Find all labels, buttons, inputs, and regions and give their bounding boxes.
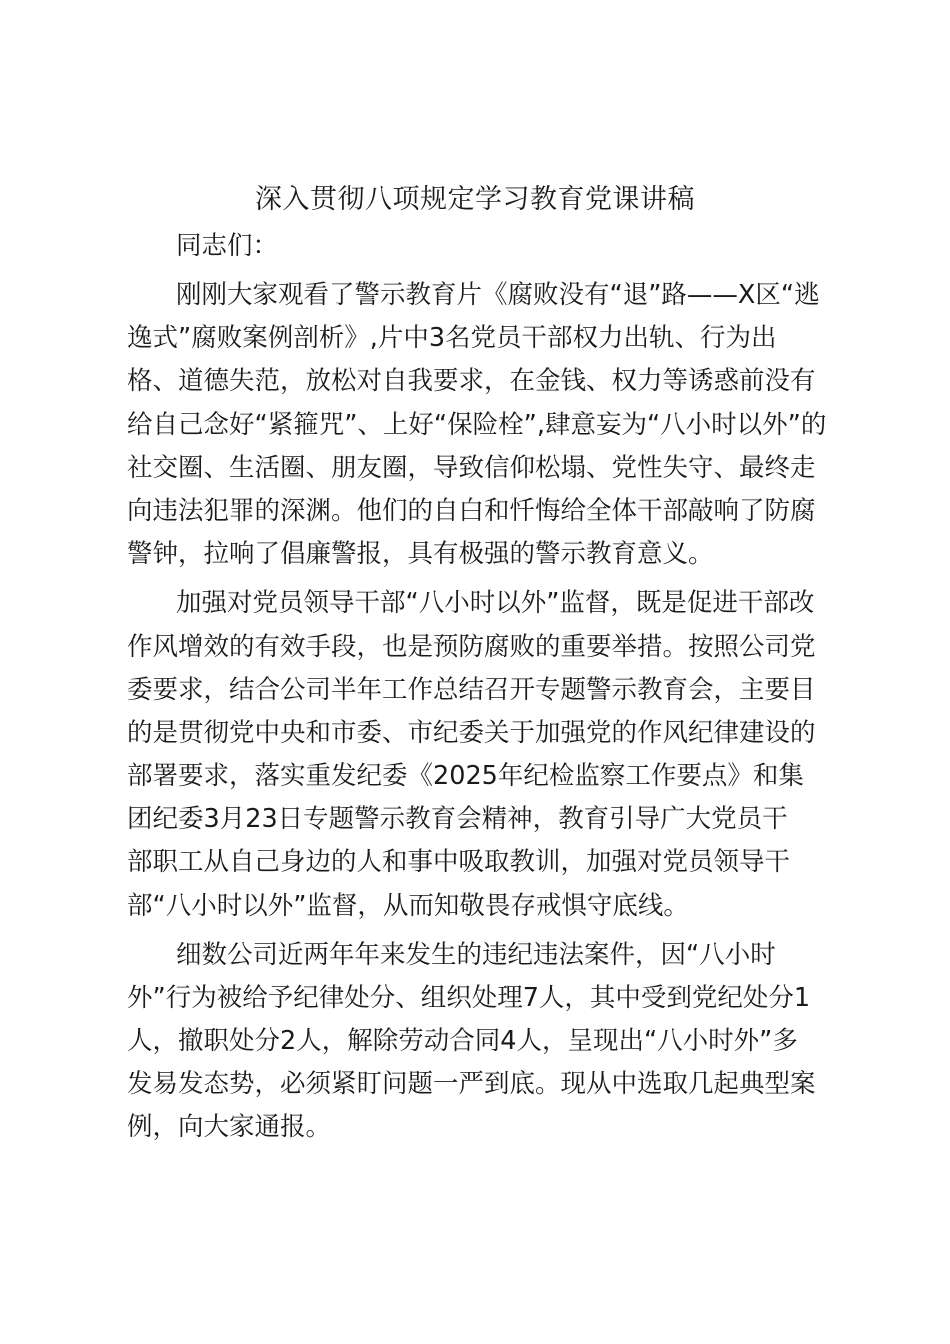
- paragraph-line: 警钟，拉响了倡廉警报，具有极强的警示教育意义。: [127, 539, 714, 569]
- paragraph-line: 作风增效的有效手段，也是预防腐败的重要举措。按照公司党: [127, 632, 816, 662]
- paragraph-line: 委要求，结合公司半年工作总结召开专题警示教育会，主要目: [127, 675, 816, 705]
- document-title: 深入贯彻八项规定学习教育党课讲稿: [255, 184, 695, 215]
- paragraph-line: 给自己念好“紧箍咒”、上好“保险栓”,肆意妄为“八小时以外”的: [127, 410, 827, 440]
- paragraph-line: 的是贯彻党中央和市委、市纪委关于加强党的作风纪律建设的: [127, 718, 816, 748]
- paragraph-line: 团纪委3月23日专题警示教育会精神，教育引导广大党员干: [127, 804, 788, 834]
- paragraph-line: 刚刚大家观看了警示教育片《腐败没有“退”路——X区“逃: [176, 280, 820, 310]
- salutation: 同志们：: [176, 231, 279, 261]
- paragraph-line: 例，向大家通报。: [127, 1112, 332, 1142]
- paragraph-line: 部职工从自己身边的人和事中吸取教训，加强对党员领导干: [127, 847, 791, 877]
- paragraph-line: 细数公司近两年年来发生的违纪违法案件，因“八小时: [176, 940, 776, 970]
- paragraph-line: 格、道德失范，放松对自我要求，在金钱、权力等诱惑前没有: [127, 366, 816, 396]
- paragraph-line: 发易发态势，必须紧盯问题一严到底。现从中选取几起典型案: [127, 1069, 816, 1099]
- paragraph-line: 部“八小时以外”监督，从而知敬畏存戒惧守底线。: [127, 891, 689, 921]
- paragraph-line: 外”行为被给予纪律处分、组织处理7人，其中受到党纪处分1: [127, 983, 811, 1013]
- paragraph-line: 向违法犯罪的深渊。他们的自白和忏悔给全体干部敲响了防腐: [127, 496, 816, 526]
- paragraph-line: 逸式”腐败案例剖析》,片中3名党员干部权力出轨、行为出: [127, 323, 777, 353]
- paragraph-line: 社交圈、生活圈、朋友圈，导致信仰松塌、党性失守、最终走: [127, 453, 816, 483]
- paragraph-line: 人，撤职处分2人，解除劳动合同4人，呈现出“八小时外”多: [127, 1026, 798, 1056]
- paragraph-line: 部署要求，落实重发纪委《2025年纪检监察工作要点》和集: [127, 761, 804, 791]
- paragraph-line: 加强对党员领导干部“八小时以外”监督，既是促进干部改: [176, 588, 815, 618]
